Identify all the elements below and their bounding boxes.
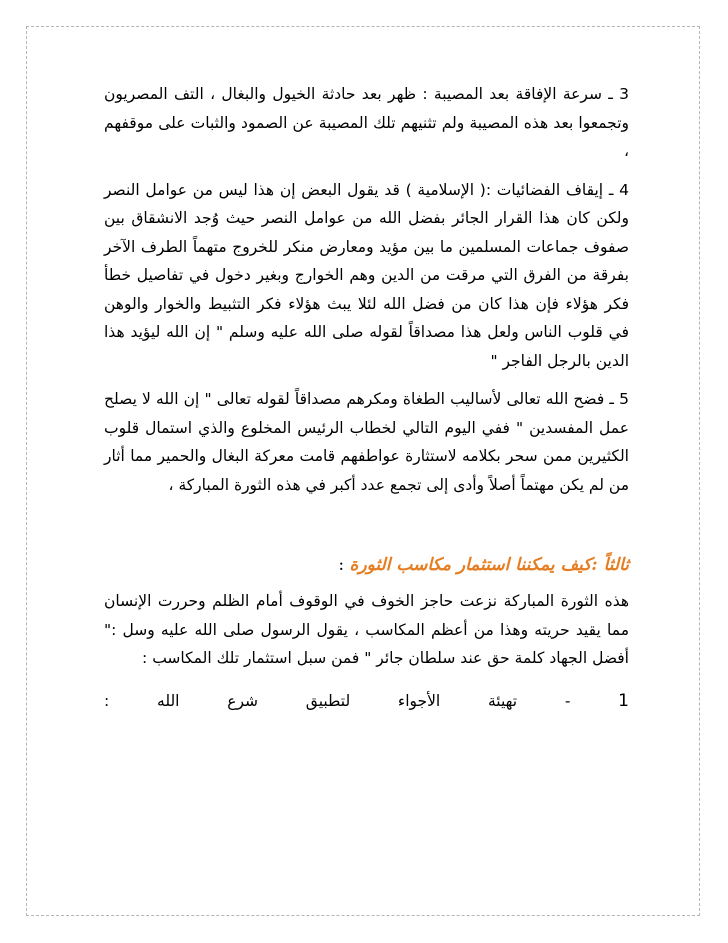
step-word-3: لتطبيق (305, 691, 351, 710)
section-heading-text: ثالثاً :كيف يمكننا استثمار مكاسب الثورة (349, 555, 629, 575)
paragraph-4: 4 ـ إيقاف الفضائيات :( الإسلامية ) قد يقول البعض إن هذا ليس من عوامل النصر ولكن كان هذا القرار الجائر بفضل الله من عوامل النصر حيث وُجد الانشقاق بين صفوف جماعات المسلمين ما بين مؤيد ومعارض منكر للخروج متهماً الطرف الآخر بفرقة من الفرق التي مرقت من الدين وهم الخوارج وبغير دخول في تفاصيل خطأ فكر هؤلاء فإن هذا كان من فضل الله لئلا يبث هؤلاء فكر التثبيط والخوار والوهن في قلوب الناس ولعل هذا مصداقاً لقوله صلى الله عليه وسلم " إن الله ليؤيد هذا الدين بالرجل الفاجر " (104, 180, 629, 370)
paragraph-5: 5 ـ فضح الله تعالى لأساليب الطغاة ومكرهم مصداقاً لقوله تعالى " إن الله لا يصلح عمل المفسدين " ففي اليوم التالي لخطاب الرئيس المخلوع والذي استمال قلوب الكثيرين ممن سحر بكلامه لاستثارة عواطفهم قامت معركة البغال والحمير مما أثار من لم يكن مهتماً أصلاً وأدى إلى تجمع عدد أكبر في هذه الثورة المباركة ، (104, 390, 629, 494)
paragraph-gains: هذه الثورة المباركة نزعت حاجز الخوف في الوقوف أمام الظلم وحررت الإنسان مما يقيد حريته وهذا من أعظم المكاسب ، يقول الرسول صلى الله عليه وسل :" أفضل الجهاد كلمة حق عند سلطان جائر " فمن سبل استثمار تلك المكاسب : (104, 592, 629, 667)
step-word-2: الأجواء (397, 691, 441, 710)
section-heading (104, 551, 629, 579)
step-word-4: شرع (227, 691, 259, 710)
step-word-5: الله (157, 691, 180, 710)
step-line-1 (104, 687, 629, 715)
step-dash: - (564, 691, 571, 710)
step-number: 1 (618, 690, 629, 711)
document-body (104, 80, 629, 715)
step-word-1: تهيئة (487, 691, 518, 710)
step-end: : (104, 691, 110, 710)
section-heading-colon: : (338, 555, 345, 575)
paragraph-3: 3 ـ سرعة الإفاقة بعد المصيبة : ظهر بعد حادثة الخيول والبغال ، التف المصريون وتجمعوا بعد هذه المصيبة ولم تثنيهم تلك المصيبة عن الصمود والثبات على موقفهم ، (104, 85, 629, 160)
